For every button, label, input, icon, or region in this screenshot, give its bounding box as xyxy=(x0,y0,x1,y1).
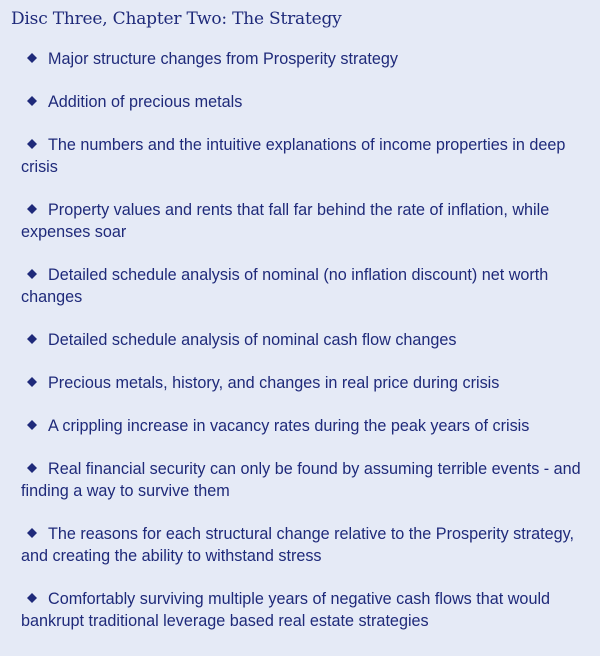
page-title: Disc Three, Chapter Two: The Strategy xyxy=(11,9,342,29)
list-item-text: Detailed schedule analysis of nominal (no inflation discount) net worth changes xyxy=(21,266,549,306)
list-item-text: A crippling increase in vacancy rates during the peak years of crisis xyxy=(48,417,530,435)
diamond-icon xyxy=(27,334,37,344)
list-item xyxy=(21,588,590,632)
list-item xyxy=(21,523,590,567)
list-item-text: Property values and rents that fall far behind the rate of inflation, while expenses soar xyxy=(21,201,550,241)
diamond-icon xyxy=(27,96,37,106)
diamond-icon xyxy=(27,463,37,473)
diamond-icon xyxy=(27,593,37,603)
list-item-text: Precious metals, history, and changes in real price during crisis xyxy=(48,374,500,392)
list-item-text: The numbers and the intuitive explanations of income properties in deep crisis xyxy=(21,136,566,176)
diamond-icon xyxy=(27,377,37,387)
diamond-icon xyxy=(27,269,37,279)
list-item xyxy=(21,199,590,243)
diamond-icon xyxy=(27,204,37,214)
diamond-icon xyxy=(27,139,37,149)
list-item-text: The reasons for each structural change relative to the Prosperity strategy, and creating the ability to withstand stress xyxy=(21,525,575,565)
list-item xyxy=(21,91,590,113)
list-item xyxy=(21,458,590,502)
list-item xyxy=(21,372,590,394)
diamond-icon xyxy=(27,528,37,538)
list-item xyxy=(21,415,590,437)
list-item-text: Comfortably surviving multiple years of negative cash flows that would bankrupt traditional leverage based real estate strategies xyxy=(21,590,551,630)
strategy-list xyxy=(21,48,590,653)
list-item-text: Detailed schedule analysis of nominal cash flow changes xyxy=(48,331,457,349)
diamond-icon xyxy=(27,53,37,63)
list-item xyxy=(21,134,590,178)
list-item xyxy=(21,48,590,70)
list-item xyxy=(21,329,590,351)
list-item-text: Addition of precious metals xyxy=(48,93,243,111)
list-item-text: Real financial security can only be found by assuming terrible events - and finding a way to survive them xyxy=(21,460,581,500)
list-item xyxy=(21,264,590,308)
diamond-icon xyxy=(27,420,37,430)
list-item-text: Major structure changes from Prosperity strategy xyxy=(48,50,398,68)
